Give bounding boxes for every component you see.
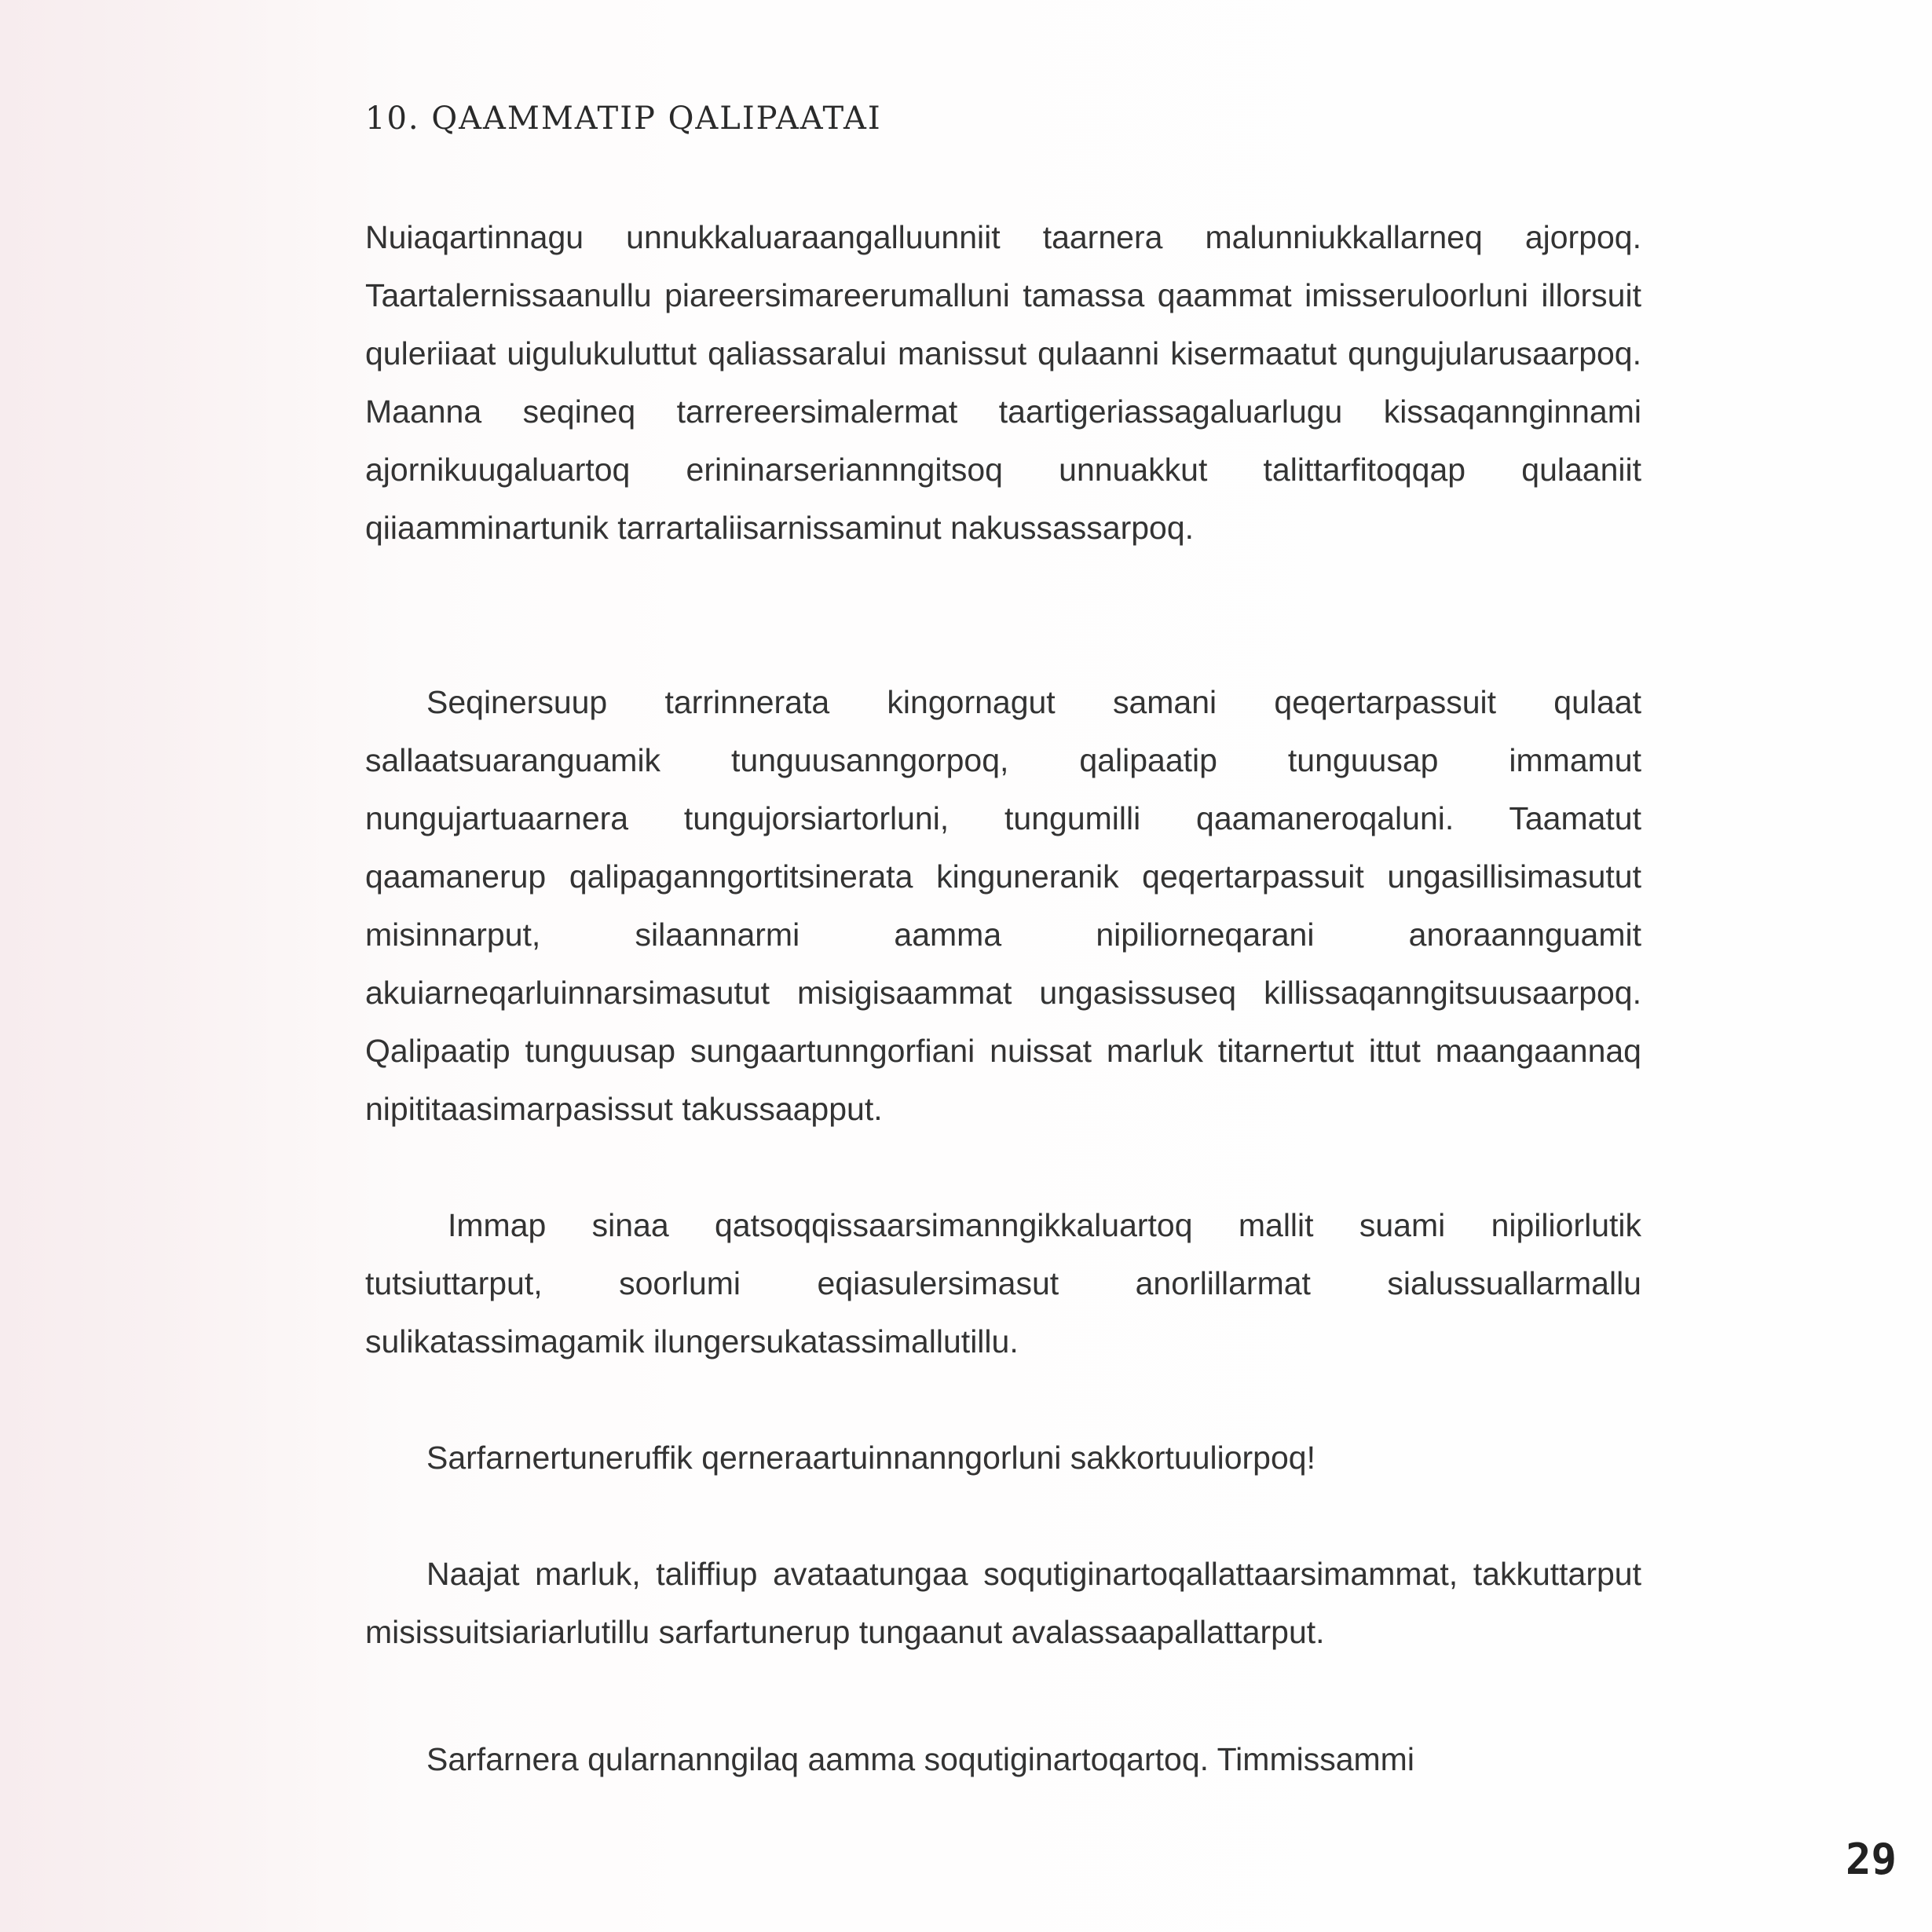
section-heading: 10. QAAMMATIP QALIPAATAI (365, 101, 882, 137)
paragraph-4: Sarfarnertuneruffik qerneraartuinnanngorluni sakkortuuliorpoq! (426, 1440, 1315, 1476)
paragraph-2: Seqinersuup tarrinnerata kingornagut samani qeqertarpassuit qulaat sallaatsuaranguamik tunguusanngorpoq, qalipaatip tunguusap immamut nungujartuaarnera tungujorsiartorluni, tungumilli qaamaneroqaluni. Taamatut qaamanerup qalipaganngortitsinerata kinguneranik qeqertarpassuit ungasillisimasutut misinnarput, silaannarmi aamma nipiliorneqarani anoraannguamit akuiarneqarluinnarsimasutut misigisaammat ungasissuseq killissaqanngitsuusaarpoq. Qalipaatip tunguusap sungaartunngorfiani nuissat marluk titarnertut ittut maangaannaq nipititaasimarpasissut takussaapput. (365, 684, 1641, 1127)
paragraph-5: Naajat marluk, taliffiup avataatungaa soqutiginartoqallattaarsimammat, takkuttarput misissuitsiariarlutillu sarfartunerup tungaanut avalassaapallattarput. (365, 1556, 1641, 1650)
page-number: 29 (1846, 1835, 1897, 1884)
paragraph-6: Sarfarnera qularnanngilaq aamma soqutiginartoqartoq. Timmissammi (426, 1741, 1414, 1777)
paragraph-1: Nuiaqartinnagu unnukkaluaraangalluunniit taarnera malunniukkallarneq ajorpoq. Taartalernissaanullu piareersimareerumalluni tamassa qaammat imisseruloorluni illorsuit quleriiaat uigulukuluttut qaliassaralui manissut qulaanni kisermaatut qungujularusaarpoq. Maanna seqineq tarrereersimalermat taartigeriassagaluarlugu kissaqannginnami ajornikuugaluartoq erininarseriannngitsoq unnuakkut talittarfitoqqap qulaaniit qiiaamminartunik tarrartaliisarnissaminut nakussassarpoq. (365, 219, 1641, 546)
paragraph-3: Immap sinaa qatsoqqissaarsimanngikkaluartoq mallit suami nipiliorlutik tutsiuttarput, soorlumi eqiasulersimasut anorlillarmat sialussuallarmallu sulikatassimagamik ilungersukatassimallutillu. (365, 1207, 1641, 1359)
